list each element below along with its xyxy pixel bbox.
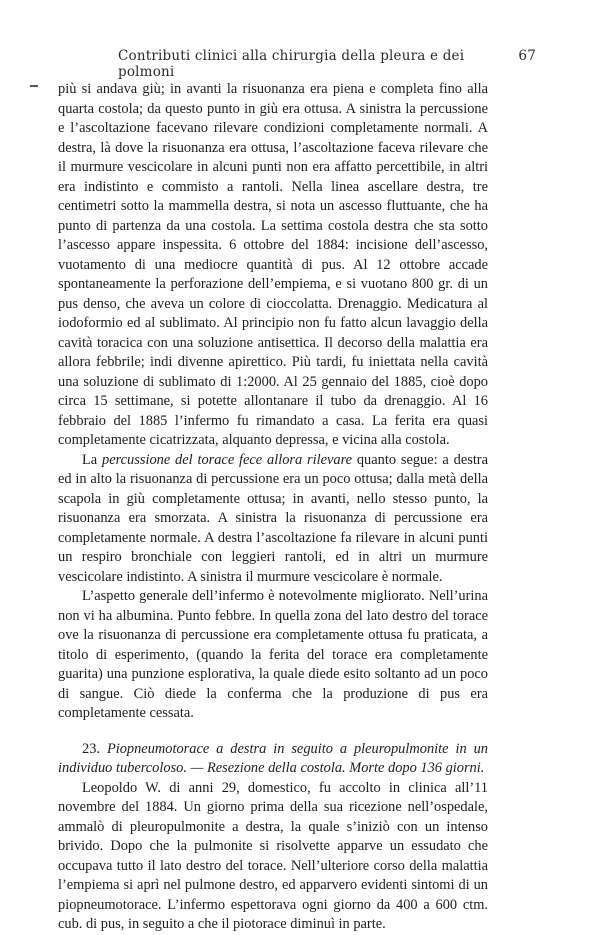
- body-text: [58, 80, 488, 935]
- case-title: Piopneumotorace a destra in seguito a pleuropulmonite in un individuo tubercoloso. — Resezione della costola. Morte dopo 136 giorni.: [58, 740, 488, 776]
- running-title: Contributi clinici alla chirurgia della pleura e dei polmoni: [118, 48, 465, 80]
- page-number: 67: [518, 48, 536, 64]
- paragraph-rest: quanto segue: a destra ed in alto la risuonanza di percussione era un poco ottusa; dalla metà della scapola in giù completamente ottusa; in avanti, nello stesso punto, la risuonanza era smorzata. A sinistra la risuonanza di percussione era completamente normale. A destra l’ascoltazione fa rilevare in alcuni punti un respiro bronchiale con leggieri rantoli, ed in altri un murmure vescicolare indistinto. A sinistra il murmure vescicolare è normale.: [58, 451, 488, 585]
- paragraph-case-history: Leopoldo W. di anni 29, domestico, fu accolto in clinica all’11 novembre del 1884. Un giorno prima della sua ricezione nell’ospedale, ammalò di pleuropulmonite a destra, la quale s’iniziò con un intenso brivido. Dopo che la pulmonite si risolvette apparve un essudato che occupava tutto il lato destro del torace. Nell’ulteriore corso della malattia l’empiema si aprì nel pulmone destro, ed apparvero evidenti sintomi di un piopneumotorace. L’infermo espettorava ogni giorno da 400 a 600 ctm. cub. di pus, in seguito a che il piotorace diminuì in parte.: [58, 779, 488, 932]
- paragraph-lead: La: [82, 451, 98, 468]
- paragraph-percussion: [58, 451, 488, 588]
- running-header: [118, 48, 536, 80]
- paragraph-general-aspect: L’aspetto generale dell’infermo è notevolmente migliorato. Nell’urina non vi ha albumina. Punto febbre. In quella zona del lato destro del torace ove la risuonanza di percussione era completamente ottusa fu praticata, a titolo di esperimento, (quando la ferita del torace era completamente guarita) una punzione esplorativa, la quale diede esito soltanto ad un poco di sangue. Ciò diede la conferma che la produzione di pus era completamente cessata.: [58, 588, 488, 721]
- paragraph-continuation: più si andava giù; in avanti la risuonanza era piena e completa fino alla quarta costola; da questo punto in giù era ottusa. A sinistra la percussione e l’ascoltazione facevano rilevare condizioni completamente normali. A destra, là dove la risuonanza era ottusa, l’ascoltazione faceva rilevare che il murmure vescicolare in alcuni punti non era affatto percettibile, in altri era indistinto e commisto a rantoli. Nella linea ascellare destra, tre centimetri sotto la mammella destra, si nota un ascesso fluttuante, che ha punto di partenza da una costola. La settima costola destra che sta sotto l’ascesso appare inspessita. 6 ottobre del 1884: incisione dell’ascesso, vuotamento di una mediocre quantità di pus. Al 12 ottobre accade spontaneamente la perforazione dell’empiema, e si vuotano 800 gr. di un pus denso, che aveva un colore di cioccolatta. Drenaggio. Medicatura al iodoformio ed al sublimato. Al principio non fu fatto alcun lavaggio della cavità toracica con una soluzione antisettica. Il decorso della malattia era allora febbrile; indi divenne apirettico. Più tardi, fu iniettata nella cavità una soluzione di sublimato di 1:2000. Al 25 gennaio del 1885, cioè dopo circa 15 settimane, si potette allontanare il tubo da drenaggio. Al 16 febbraio del 1885 l’infermo fu rimandato a casa. La ferita era quasi completamente cicatrizzata, alquanto depressa, e vicina alla costola.: [58, 81, 488, 448]
- margin-mark: [30, 85, 38, 87]
- case-number: 23.: [82, 740, 100, 757]
- emphasized-phrase: percussione del torace fece allora rilevare: [102, 451, 353, 468]
- case-heading: [58, 740, 488, 779]
